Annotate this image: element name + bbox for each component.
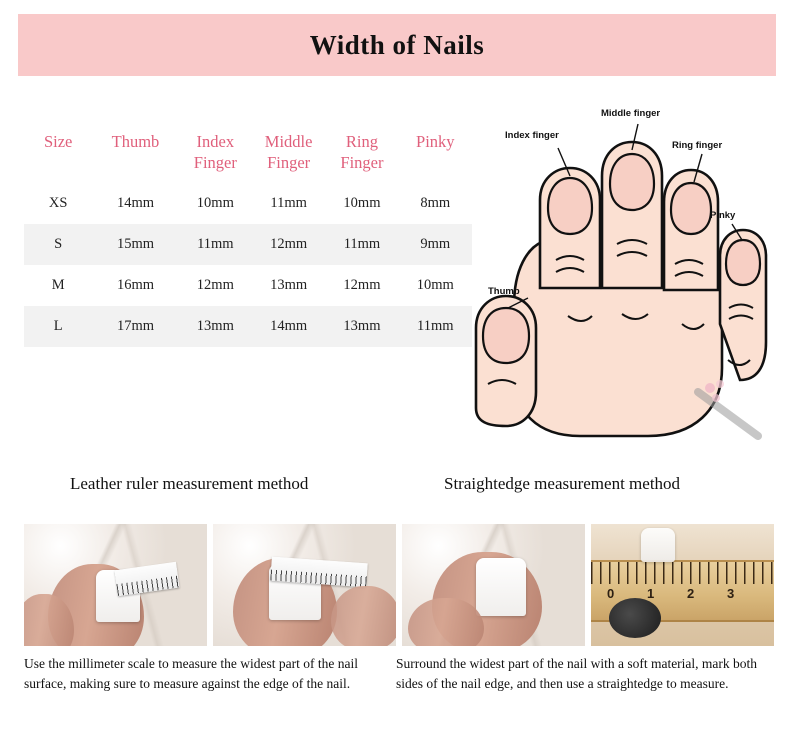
table-row <box>24 224 472 265</box>
page-title: Width of Nails <box>309 29 485 60</box>
cell-ring: 10mm <box>343 195 381 212</box>
cell-pinky: 10mm <box>416 277 454 294</box>
cell-index: 10mm <box>196 195 234 212</box>
method-headings <box>0 466 794 510</box>
cell-middle: 13mm <box>270 277 308 294</box>
hand-illustration <box>470 92 776 452</box>
method-photo-row <box>24 524 774 646</box>
hand-label-ring: Ring finger <box>672 140 723 151</box>
hand-label-index: Index finger <box>505 130 559 141</box>
cell-ring: 12mm <box>343 277 381 294</box>
cell-pinky: 9mm <box>399 224 472 265</box>
method-heading-straightedge: Straightedge measurement method <box>444 474 681 493</box>
ruler-number: 3 <box>727 586 735 601</box>
method-heading-leather-ruler: Leather ruler measurement method <box>70 474 309 493</box>
cell-size: XS <box>48 195 68 212</box>
table-header-row <box>24 128 472 183</box>
hand-drawing-svg <box>470 92 776 452</box>
column-header-index: Index Finger <box>193 132 237 172</box>
column-header-pinky: Pinky <box>416 132 455 151</box>
hand-label-pinky: Pinky <box>710 210 736 221</box>
measurement-methods-section <box>0 466 794 692</box>
table-row <box>24 183 472 224</box>
nail-tape-shape <box>476 558 526 616</box>
page-title-banner <box>18 14 776 76</box>
ruler-number: 1 <box>647 586 655 601</box>
cell-size: L <box>24 306 92 347</box>
cell-thumb: 14mm <box>116 195 155 212</box>
cell-middle: 14mm <box>252 306 325 347</box>
cell-thumb: 16mm <box>116 277 155 294</box>
hand-label-thumb: Thumb <box>488 286 520 297</box>
cell-index: 11mm <box>179 224 252 265</box>
cell-size: M <box>51 277 65 294</box>
column-header-size: Size <box>43 132 73 151</box>
photo-straightedge-1 <box>402 524 585 646</box>
caption-leather-ruler: Use the millimeter scale to measure the widest part of the nail surface, making sure to measure against the edge of the nail. <box>24 656 359 692</box>
cell-ring: 11mm <box>325 224 398 265</box>
size-table <box>24 128 472 347</box>
nail-tape-shape <box>641 528 675 562</box>
cell-pinky: 8mm <box>420 195 451 212</box>
photo-leather-ruler-1 <box>24 524 207 646</box>
photo-leather-ruler-2 <box>213 524 396 646</box>
method-captions <box>24 654 774 695</box>
cell-pinky: 11mm <box>399 306 472 347</box>
finger-shape-secondary <box>331 586 396 646</box>
size-table-wrap <box>24 128 472 347</box>
table-row <box>24 265 472 306</box>
ruler-number: 2 <box>687 586 695 601</box>
column-header-middle: Middle Finger <box>264 132 313 172</box>
cell-index: 12mm <box>196 277 234 294</box>
cell-middle: 11mm <box>270 195 307 212</box>
cell-thumb: 15mm <box>92 224 178 265</box>
cell-middle: 12mm <box>252 224 325 265</box>
cell-ring: 13mm <box>325 306 398 347</box>
shadow-blob <box>609 598 661 638</box>
photo-straightedge-2 <box>591 524 774 646</box>
table-row <box>24 306 472 347</box>
cell-size: S <box>24 224 92 265</box>
cell-thumb: 17mm <box>92 306 178 347</box>
hand-label-middle: Middle finger <box>601 108 661 119</box>
column-header-thumb: Thumb <box>111 132 160 151</box>
caption-straightedge: Surround the widest part of the nail with a soft material, mark both sides of the nail edge, and then use a straightedge to measure. <box>396 656 758 692</box>
cell-index: 13mm <box>179 306 252 347</box>
ruler-number: 0 <box>607 586 615 601</box>
ruler-ticks <box>591 562 774 584</box>
column-header-ring: Ring Finger <box>340 132 384 172</box>
finger-shape-secondary <box>408 598 484 646</box>
